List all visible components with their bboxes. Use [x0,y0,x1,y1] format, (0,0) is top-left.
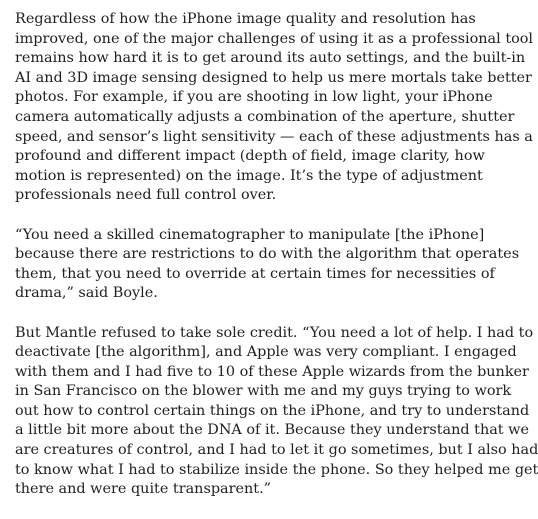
paragraph-line: a little bit more about the DNA of it. Because they understand that we [15,422,530,439]
paragraph-line: there and were quite transparent.” [15,481,271,498]
paragraph-line: deactivate [the algorithm], and Apple was very compliant. I engaged [15,344,517,361]
paragraph-line: camera automatically adjusts a combination of the aperture, shutter [15,108,515,125]
paragraph-line: because there are restrictions to do with the algorithm that operates [15,246,520,263]
paragraph-line: professionals need full control over. [15,187,277,204]
paragraph-line: profound and different impact (depth of field, image clarity, how [15,148,485,165]
paragraph-line: are creatures of control, and I had to let it go sometimes, but I also had [15,442,538,459]
article-body [15,10,538,519]
paragraph-mantle-quote [15,324,538,500]
paragraph-line: photos. For example, if you are shooting in low light, your iPhone [15,89,493,106]
paragraph-line: them, that you need to override at certain times for necessities of [15,265,495,282]
paragraph-line: to know what I had to stabilize inside the phone. So they helped me get [15,461,538,478]
paragraph-line: motion is represented) on the image. It’s the type of adjustment [15,167,483,184]
paragraph-line: with them and I had five to 10 of these Apple wizards from the bunker [15,363,529,380]
paragraph-line: speed, and sensor’s light sensitivity — each of these adjustments has a [15,128,533,145]
paragraph-line: drama,” said Boyle. [15,285,158,302]
paragraph-line: improved, one of the major challenges of using it as a professional tool [15,30,534,47]
paragraph-line: Regardless of how the iPhone image quality and resolution has [15,11,476,27]
paragraph-line: remains how hard it is to get around its auto settings, and the built-in [15,50,526,67]
paragraph-iphone-limitations [15,10,534,206]
paragraph-line: out how to control certain things on the iPhone, and try to understand [15,402,530,419]
paragraph-line: AI and 3D image sensing designed to help us mere mortals take better [15,69,532,86]
paragraph-boyle-quote [15,226,520,304]
paragraph-line: in San Francisco on the blower with me and my guys trying to work [15,383,512,400]
paragraph-line: “You need a skilled cinematographer to manipulate [the iPhone] [15,226,485,243]
paragraph-line: But Mantle refused to take sole credit. “You need a lot of help. I had to [15,324,534,341]
